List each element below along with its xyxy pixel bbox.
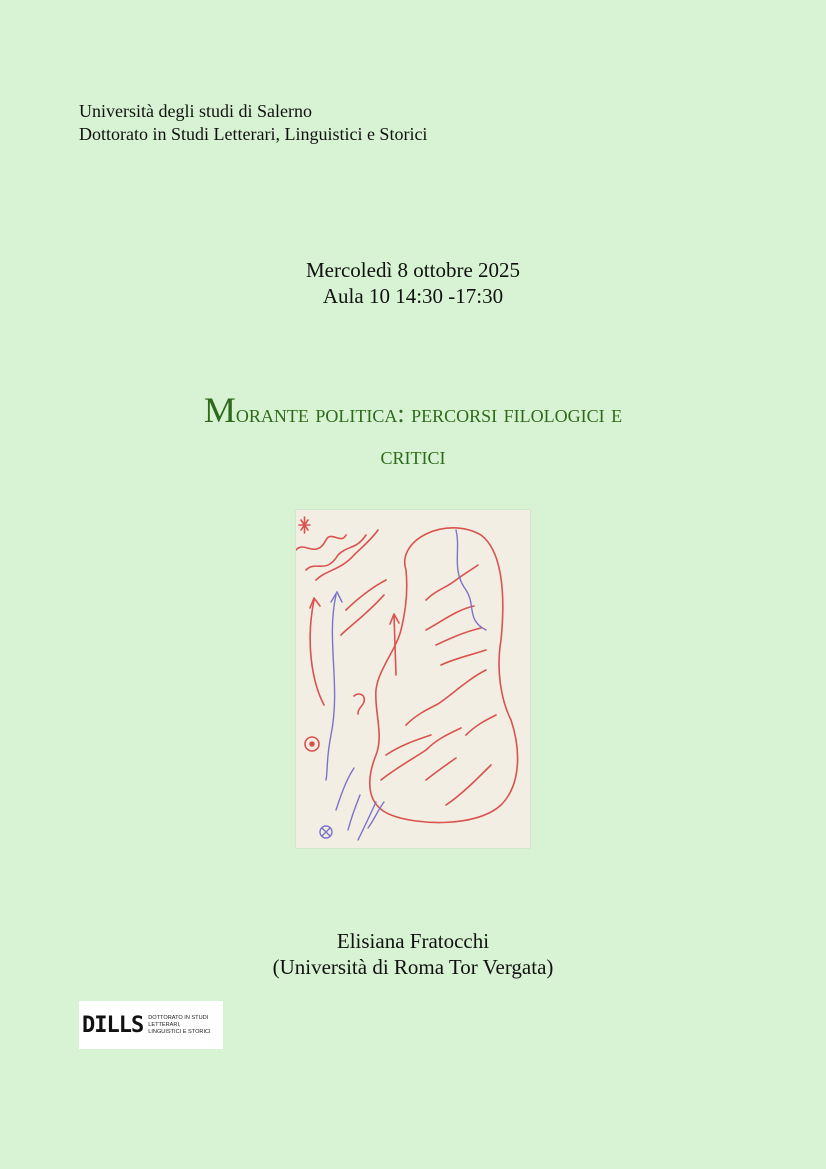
- university-name: Università degli studi di Salerno: [79, 101, 312, 121]
- arrow-left: [310, 600, 324, 705]
- title-line-1: [60, 389, 766, 435]
- page-title: [60, 389, 766, 477]
- arrow-blue: [326, 595, 336, 780]
- question-mark: [354, 694, 364, 714]
- dills-logo: [79, 1001, 223, 1049]
- speaker-info: [0, 928, 826, 980]
- blue-wavy-line: [456, 530, 486, 630]
- manuscript-image: [296, 510, 530, 848]
- outline-shape: [370, 528, 518, 823]
- logo-mark: DILLS: [82, 1012, 144, 1038]
- event-date: Mercoledì 8 ottobre 2025: [305, 258, 521, 282]
- speaker-name: Elisiana Fratocchi: [336, 929, 490, 953]
- institution-header: [79, 100, 427, 146]
- star-mark: [299, 517, 310, 533]
- title-line-2: critici: [380, 441, 446, 470]
- logo-text: [148, 1015, 223, 1036]
- event-info: [0, 257, 826, 309]
- logo-text-line-2: LINGUISTICI E STORICI: [148, 1028, 211, 1035]
- manuscript-drawing: [296, 510, 530, 848]
- speaker-affiliation: (Università di Roma Tor Vergata): [272, 955, 554, 979]
- title-initial: M: [203, 390, 236, 430]
- title-line-1-rest: orante politica: percorsi filologici e: [235, 399, 623, 428]
- arrow-center: [394, 615, 396, 675]
- event-place-time: Aula 10 14:30 -17:30: [322, 284, 504, 308]
- logo-text-line-1: DOTTORATO IN STUDI LETTERARI,: [148, 1014, 209, 1028]
- doctorate-name: Dottorato in Studi Letterari, Linguistici e Storici: [79, 124, 428, 144]
